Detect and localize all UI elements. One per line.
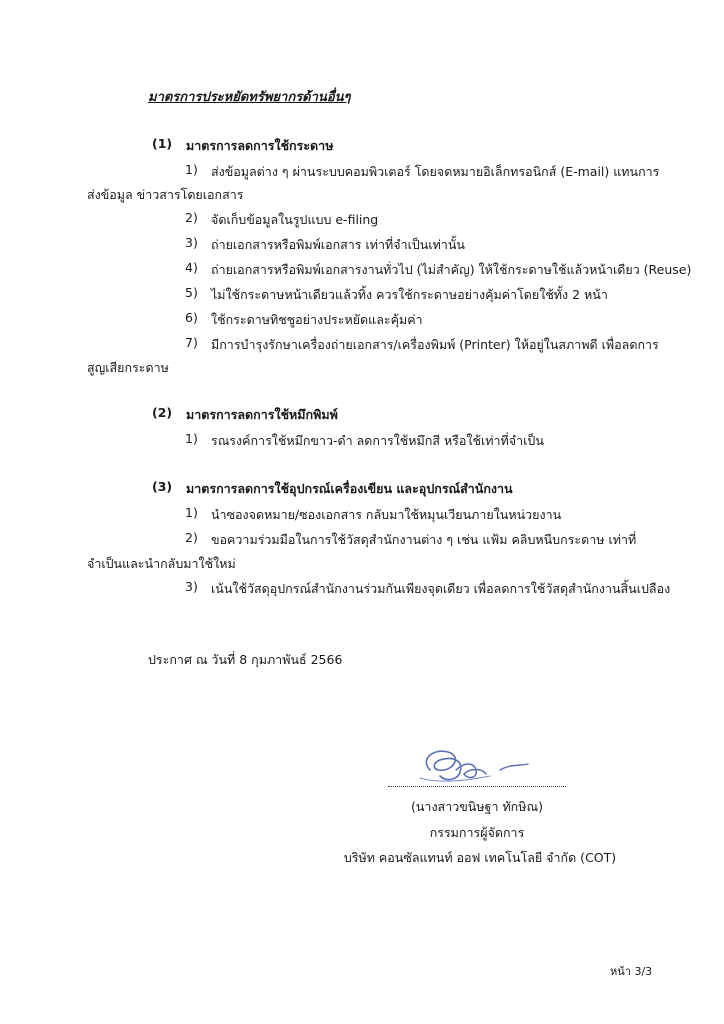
signature-line [388, 786, 566, 787]
s1-item-4-text: ถ่ายเอกสารหรือพิมพ์เอกสารงานทั่วไป (ไม่สำคัญ) ให้ใช้กระดาษใช้แล้วหน้าเดียว (Reuse) [211, 262, 692, 277]
document-title: มาตรการประหยัดทรัพยากรด้านอื่นๆ [148, 90, 351, 105]
section-1-number: (1) [152, 136, 173, 151]
s3-item-2-continuation: จำเป็นและนำกลับมาใช้ใหม่ [87, 556, 236, 571]
s1-item-3-number: 3) [185, 235, 198, 250]
page-number: หน้า 3/3 [610, 965, 653, 978]
s1-item-5-number: 5) [185, 285, 198, 300]
s1-item-6-text: ใช้กระดาษทิชชูอย่างประหยัดและคุ้มค่า [211, 312, 423, 327]
s1-item-1-continuation: ส่งข้อมูล ข่าวสารโดยเอกสาร [87, 187, 244, 202]
announcement-date: ประกาศ ณ วันที่ 8 กุมภาพันธ์ 2566 [148, 652, 343, 667]
s1-item-1-text: ส่งข้อมูลต่าง ๆ ผ่านระบบคอมพิวเตอร์ โดยจดหมายอิเล็กทรอนิกส์ (E-mail) แทนการ [211, 164, 660, 179]
s1-item-7-text: มีการบำรุงรักษาเครื่องถ่ายเอกสาร/เครื่องพิมพ์ (Printer) ให้อยู่ในสภาพดี เพื่อลดการ [211, 337, 659, 352]
s2-item-1-number: 1) [185, 431, 198, 446]
s3-item-3-number: 3) [185, 579, 198, 594]
s3-item-1-number: 1) [185, 505, 198, 520]
s3-item-2-text: ขอความร่วมมือในการใช้วัสดุสำนักงานต่าง ๆ เช่น แฟ้ม คลิบหนีบกระดาษ เท่าที่ [211, 532, 637, 547]
section-2-heading: มาตรการลดการใช้หมึกพิมพ์ [186, 407, 338, 422]
section-1-heading: มาตรการลดการใช้กระดาษ [186, 138, 334, 153]
s3-item-2-number: 2) [185, 530, 198, 545]
s1-item-5-text: ไม่ใช้กระดาษหน้าเดียวแล้วทิ้ง ควรใช้กระดาษอย่างคุ้มค่าโดยใช้ทั้ง 2 หน้า [211, 287, 608, 302]
s1-item-1-number: 1) [185, 162, 198, 177]
signatory-position: กรรมการผู้จัดการ [429, 825, 525, 840]
section-3-heading: มาตรการลดการใช้อุปกรณ์เครื่องเขียน และอุปกรณ์สำนักงาน [186, 481, 513, 496]
signature-image [360, 740, 610, 790]
s1-item-2-number: 2) [185, 210, 198, 225]
s1-item-2-text: จัดเก็บข้อมูลในรูปแบบ e-filing [211, 212, 379, 227]
signatory-name: (นางสาวขนิษฐา ทักษิณ) [411, 799, 543, 814]
s1-item-7-continuation: สูญเสียกระดาษ [87, 360, 169, 375]
s1-item-3-text: ถ่ายเอกสารหรือพิมพ์เอกสาร เท่าที่จำเป็นเท่านั้น [211, 237, 465, 252]
section-2-number: (2) [152, 405, 173, 420]
signatory-company: บริษัท คอนซัลแทนท์ ออฟ เทคโนโลยี จำกัด (COT) [343, 850, 617, 865]
s3-item-1-text: นำซองจดหมาย/ซองเอกสาร กลับมาใช้หมุนเวียนภายในหน่วยงาน [211, 507, 562, 522]
s3-item-3-text: เน้นใช้วัสดุอุปกรณ์สำนักงานร่วมกันเพียงจุดเดียว เพื่อลดการใช้วัสดุสำนักงานสิ้นเปลือง [211, 581, 671, 596]
s1-item-6-number: 6) [185, 310, 198, 325]
s1-item-4-number: 4) [185, 260, 198, 275]
section-3-number: (3) [152, 479, 173, 494]
s1-item-7-number: 7) [185, 335, 198, 350]
s2-item-1-text: รณรงค์การใช้หมึกขาว-ดำ ลดการใช้หมึกสี หรือใช้เท่าที่จำเป็น [211, 433, 544, 448]
